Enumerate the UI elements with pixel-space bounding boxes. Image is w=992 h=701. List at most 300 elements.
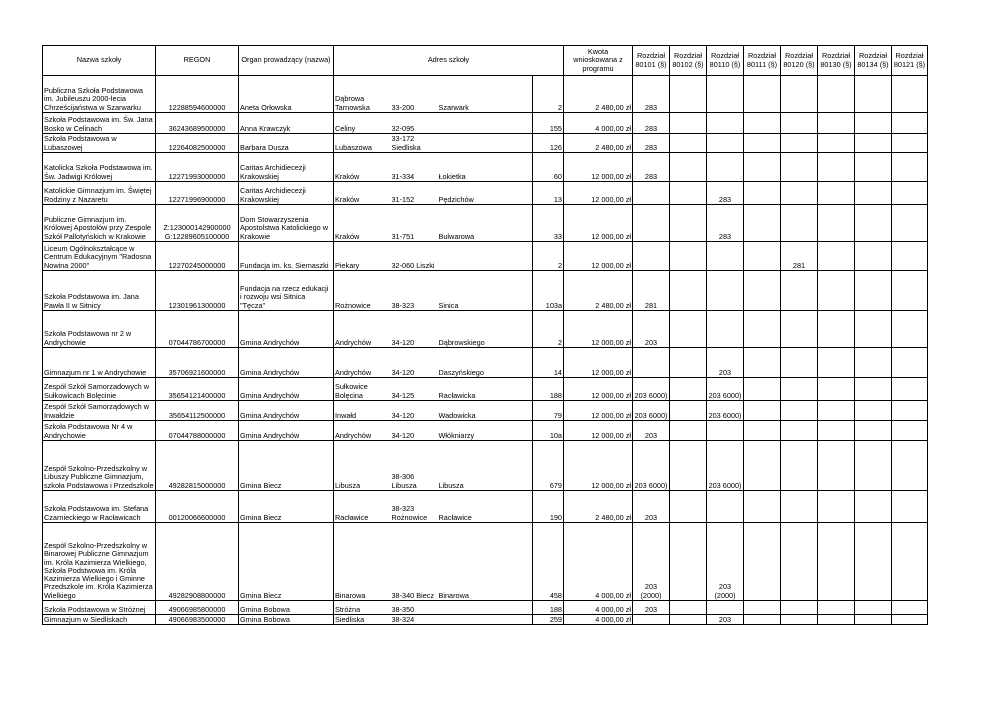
rozdzial-cell [855,242,892,271]
rozdzial-cell [781,421,818,441]
rozdzial-cell [892,311,928,348]
rozdzial-cell [707,242,744,271]
city-cell: Libusza [334,441,391,491]
rozdzial-cell [892,242,928,271]
rozdzial-cell [744,615,781,625]
rozdzial-cell [781,182,818,205]
rozdzial-cell [818,182,855,205]
rozdzial-cell [744,242,781,271]
city-cell: Sułkowice Bolęcina [334,378,391,401]
table-row [43,311,928,348]
header-organ: Organ prowadzący (nazwa) [239,46,334,76]
street-cell: Racławicka [438,378,533,401]
zip-cell: 34-120 [391,348,438,378]
rozdzial-cell [818,205,855,242]
house-number-cell: 2 [533,311,564,348]
street-cell: Łokietka [438,153,533,182]
rozdzial-cell [781,76,818,113]
zip-cell: 34-120 [391,311,438,348]
rozdzial-cell [744,113,781,134]
rozdzial-cell [855,601,892,615]
rozdzial-cell [818,134,855,153]
rozdzial-cell [855,615,892,625]
regon-cell: 12271993000000 [156,153,239,182]
rozdzial-cell [818,113,855,134]
rozdzial-cell: 203 [633,491,670,523]
rozdzial-cell [670,271,707,311]
rozdzial-cell: 283 [633,134,670,153]
rozdzial-cell [707,421,744,441]
rozdzial-cell [892,378,928,401]
house-number-cell: 188 [533,601,564,615]
kwota-cell: 12 000,00 zł [564,378,633,401]
rozdzial-cell [744,182,781,205]
house-number-cell: 2 [533,242,564,271]
rozdzial-cell [855,182,892,205]
zip-cell: 38-306 Libusza [391,441,438,491]
header-rozdzial-80102: Rozdział 80102 (§) [670,46,707,76]
rozdzial-cell [818,311,855,348]
house-number-cell: 2 [533,76,564,113]
rozdzial-cell [744,401,781,421]
rozdzial-cell [855,113,892,134]
kwota-cell: 2 480,00 zł [564,76,633,113]
zip-cell: 38-323 Rożnowice [391,491,438,523]
rozdzial-cell: 203 (2000) [633,523,670,601]
rozdzial-cell [892,348,928,378]
rozdzial-cell [892,441,928,491]
rozdzial-cell: 283 [707,205,744,242]
rozdzial-cell [855,205,892,242]
kwota-cell: 2 480,00 zł [564,491,633,523]
table-row [43,601,928,615]
table-row [43,401,928,421]
rozdzial-cell [781,134,818,153]
house-number-cell: 103a [533,271,564,311]
table-row [43,271,928,311]
rozdzial-cell [670,153,707,182]
rozdzial-cell [744,76,781,113]
organ-cell: Gmina Andrychów [239,378,334,401]
rozdzial-cell [818,491,855,523]
rozdzial-cell [892,134,928,153]
regon-cell: 35654112500000 [156,401,239,421]
school-name-cell: Katolicka Szkoła Podstawowa im. Św. Jadwigi Królowej [43,153,156,182]
zip-cell: 34-125 [391,378,438,401]
kwota-cell: 2 480,00 zł [564,271,633,311]
rozdzial-cell [744,491,781,523]
rozdzial-cell [670,113,707,134]
rozdzial-cell [818,348,855,378]
street-cell [438,242,533,271]
table-row [43,491,928,523]
city-cell: Stróżna [334,601,391,615]
rozdzial-cell [707,491,744,523]
schools-table [42,45,928,625]
organ-cell: Dom Stowarzyszenia Apostolstwa Katolickiego w Krakowie [239,205,334,242]
organ-cell: Gmina Biecz [239,491,334,523]
school-name-cell: Szkoła Podstawowa im. Św. Jana Bosko w Celinach [43,113,156,134]
regon-cell: 12301961300000 [156,271,239,311]
table-row [43,421,928,441]
rozdzial-cell [892,271,928,311]
rozdzial-cell [707,271,744,311]
city-cell: Binarowa [334,523,391,601]
zip-cell: 38-350 [391,601,438,615]
street-cell: Racławice [438,491,533,523]
regon-cell: 12288594600000 [156,76,239,113]
rozdzial-cell: 281 [781,242,818,271]
rozdzial-cell [707,76,744,113]
zip-cell: 32-060 Liszki [391,242,438,271]
rozdzial-cell [855,441,892,491]
header-rozdzial-80120: Rozdział 80120 (§) [781,46,818,76]
rozdzial-cell [670,615,707,625]
header-regon: REGON [156,46,239,76]
school-name-cell: Katolickie Gimnazjum im. Świętej Rodziny z Nazaretu [43,182,156,205]
house-number-cell: 14 [533,348,564,378]
header-kwota: Kwota wnioskowana z programu [564,46,633,76]
rozdzial-cell [855,421,892,441]
street-cell: Sinica [438,271,533,311]
rozdzial-cell: 203 6000) [707,378,744,401]
table-row [43,113,928,134]
regon-cell: Z:123000142900000 G:12289605100000 [156,205,239,242]
kwota-cell: 12 000,00 zł [564,242,633,271]
rozdzial-cell [818,76,855,113]
rozdzial-cell [670,76,707,113]
rozdzial-cell [670,523,707,601]
zip-cell: 33-172 Siedliska [391,134,438,153]
house-number-cell: 458 [533,523,564,601]
table-row [43,76,928,113]
organ-cell: Gmina Biecz [239,441,334,491]
school-name-cell: Publiczne Gimnazjum im. Królowej Apostołów przy Zespole Szkół Pallotyńskich w Krakowie [43,205,156,242]
street-cell: Wadowicka [438,401,533,421]
rozdzial-cell [892,76,928,113]
organ-cell: Aneta Orłowska [239,76,334,113]
rozdzial-cell [892,182,928,205]
table-row [43,378,928,401]
regon-cell: 35654121400000 [156,378,239,401]
rozdzial-cell [818,378,855,401]
rozdzial-cell [781,113,818,134]
rozdzial-cell [744,271,781,311]
rozdzial-cell [855,153,892,182]
table-row [43,153,928,182]
rozdzial-cell [670,182,707,205]
regon-cell: 12264082500000 [156,134,239,153]
street-cell: Daszyńskiego [438,348,533,378]
organ-cell: Caritas Archidiecezji Krakowskiej [239,153,334,182]
rozdzial-cell [633,615,670,625]
rozdzial-cell [633,205,670,242]
regon-cell: 07044786700000 [156,311,239,348]
kwota-cell: 2 480,00 zł [564,134,633,153]
rozdzial-cell [818,153,855,182]
rozdzial-cell [855,348,892,378]
street-cell [438,615,533,625]
rozdzial-cell [892,523,928,601]
house-number-cell: 190 [533,491,564,523]
city-cell: Inwałd [334,401,391,421]
rozdzial-cell [781,205,818,242]
school-name-cell: Szkoła Podstawowa w Stróżnej [43,601,156,615]
school-name-cell: Zespół Szkół Samorzadowych w Sułkowicach Bolęcinie [43,378,156,401]
regon-cell: 12271996900000 [156,182,239,205]
rozdzial-cell [818,441,855,491]
school-name-cell: Gimnazjum w Siedliskach [43,615,156,625]
regon-cell: 36243689500000 [156,113,239,134]
rozdzial-cell [855,523,892,601]
rozdzial-cell: 203 [633,601,670,615]
house-number-cell: 259 [533,615,564,625]
header-rozdzial-80130: Rozdział 80130 (§) [818,46,855,76]
kwota-cell: 12 000,00 zł [564,421,633,441]
rozdzial-cell: 283 [633,76,670,113]
zip-cell: 31-751 [391,205,438,242]
rozdzial-cell [892,601,928,615]
house-number-cell: 155 [533,113,564,134]
school-name-cell: Zespół Szkolno-Przedszkolny w Libuszy Publiczne Gimnazjum, szkoła Podstawowa i Przedszkole [43,441,156,491]
regon-cell: 07044788000000 [156,421,239,441]
table-row [43,182,928,205]
rozdzial-cell [707,601,744,615]
kwota-cell: 12 000,00 zł [564,153,633,182]
house-number-cell: 10a [533,421,564,441]
regon-cell: 49282815000000 [156,441,239,491]
zip-cell: 31-152 [391,182,438,205]
table-row [43,523,928,601]
header-name: Nazwa szkoły [43,46,156,76]
zip-cell: 38-323 [391,271,438,311]
city-cell: Kraków [334,153,391,182]
rozdzial-cell [781,348,818,378]
rozdzial-cell [707,134,744,153]
header-rozdzial-80111: Rozdział 80111 (§) [744,46,781,76]
rozdzial-cell [818,271,855,311]
rozdzial-cell [633,182,670,205]
rozdzial-cell [744,205,781,242]
zip-cell: 38-324 [391,615,438,625]
school-name-cell: Zespół Szkół Samorządowych w Inwałdzie [43,401,156,421]
rozdzial-cell: 203 6000) [633,401,670,421]
rozdzial-cell [781,401,818,421]
rozdzial-cell [855,401,892,421]
zip-cell: 33-200 [391,76,438,113]
header-rozdzial-80101: Rozdział 80101 (§) [633,46,670,76]
rozdzial-cell [744,153,781,182]
rozdzial-cell: 203 [633,311,670,348]
rozdzial-cell [670,401,707,421]
rozdzial-cell [855,76,892,113]
rozdzial-cell [744,348,781,378]
rozdzial-cell: 203 6000) [633,441,670,491]
city-cell: Andrychów [334,348,391,378]
rozdzial-cell [781,615,818,625]
rozdzial-cell: 203 6000) [707,441,744,491]
rozdzial-cell: 203 [633,421,670,441]
house-number-cell: 79 [533,401,564,421]
rozdzial-cell [670,205,707,242]
rozdzial-cell [707,153,744,182]
regon-cell: 49282908800000 [156,523,239,601]
rozdzial-cell [670,311,707,348]
school-name-cell: Szkoła Podstawowa nr 2 w Andrychowie [43,311,156,348]
rozdzial-cell [707,311,744,348]
header-address: Adres szkoły [334,46,564,76]
rozdzial-cell [670,421,707,441]
rozdzial-cell [818,242,855,271]
rozdzial-cell [818,421,855,441]
rozdzial-cell [818,401,855,421]
organ-cell: Caritas Archidiecezji Krakowskiej [239,182,334,205]
kwota-cell: 12 000,00 zł [564,348,633,378]
rozdzial-cell: 203 [707,615,744,625]
rozdzial-cell [781,311,818,348]
rozdzial-cell [855,134,892,153]
organ-cell: Fundacja im. ks. Siemaszki [239,242,334,271]
rozdzial-cell [633,348,670,378]
street-cell: Binarowa [438,523,533,601]
kwota-cell: 12 000,00 zł [564,182,633,205]
rozdzial-cell [744,441,781,491]
rozdzial-cell [892,113,928,134]
table-row [43,205,928,242]
house-number-cell: 60 [533,153,564,182]
rozdzial-cell [781,153,818,182]
rozdzial-cell [781,378,818,401]
rozdzial-cell [744,134,781,153]
street-cell [438,113,533,134]
school-name-cell: Szkoła Podstawowa Nr 4 w Andrychowie [43,421,156,441]
regon-cell: 49066985800000 [156,601,239,615]
rozdzial-cell [892,615,928,625]
table-row [43,348,928,378]
rozdzial-cell [670,242,707,271]
rozdzial-cell [744,523,781,601]
street-cell [438,601,533,615]
organ-cell: Gmina Andrychów [239,421,334,441]
rozdzial-cell: 283 [633,113,670,134]
rozdzial-cell [670,441,707,491]
rozdzial-cell [892,153,928,182]
rozdzial-cell [744,421,781,441]
kwota-cell: 4 000,00 zł [564,615,633,625]
school-name-cell: Publiczna Szkoła Podstawowa im. Jubileuszu 2000-lecia Chrześcijaństwa w Szarwarku [43,76,156,113]
kwota-cell: 12 000,00 zł [564,441,633,491]
rozdzial-cell: 283 [707,182,744,205]
table-row [43,441,928,491]
rozdzial-cell: 203 (2000) [707,523,744,601]
city-cell: Piekary [334,242,391,271]
kwota-cell: 4 000,00 zł [564,113,633,134]
city-cell: Kraków [334,205,391,242]
street-cell: Dąbrowskiego [438,311,533,348]
regon-cell: 35706921600000 [156,348,239,378]
rozdzial-cell [855,491,892,523]
rozdzial-cell [818,615,855,625]
organ-cell: Gmina Andrychów [239,348,334,378]
rozdzial-cell [855,271,892,311]
street-cell: Bulwarowa [438,205,533,242]
regon-cell: 12270245000000 [156,242,239,271]
rozdzial-cell [892,401,928,421]
city-cell: Siedliska [334,615,391,625]
city-cell: Celiny [334,113,391,134]
kwota-cell: 4 000,00 zł [564,523,633,601]
street-cell: Włókniarzy [438,421,533,441]
zip-cell: 34-120 [391,421,438,441]
organ-cell: Fundacja na rzecz edukacji i rozwoju wsi Sitnica "Tęcza" [239,271,334,311]
organ-cell: Gmina Biecz [239,523,334,601]
zip-cell: 34-120 [391,401,438,421]
street-cell [438,134,533,153]
zip-cell: 32-095 [391,113,438,134]
rozdzial-cell [670,378,707,401]
kwota-cell: 12 000,00 zł [564,311,633,348]
regon-cell: 49066983500000 [156,615,239,625]
school-name-cell: Gimnazjum nr 1 w Andrychowie [43,348,156,378]
kwota-cell: 4 000,00 zł [564,601,633,615]
school-name-cell: Liceum Ogólnokształcące w Centrum Edukacyjnym "Radosna Nowina 2000" [43,242,156,271]
rozdzial-cell [744,378,781,401]
header-rozdzial-80110: Rozdział 80110 (§) [707,46,744,76]
city-cell: Andrychów [334,311,391,348]
organ-cell: Gmina Bobowa [239,601,334,615]
rozdzial-cell [892,205,928,242]
rozdzial-cell [892,491,928,523]
kwota-cell: 12 000,00 zł [564,401,633,421]
table-row [43,134,928,153]
organ-cell: Gmina Andrychów [239,401,334,421]
rozdzial-cell: 203 6000) [633,378,670,401]
house-number-cell: 188 [533,378,564,401]
street-cell: Szarwark [438,76,533,113]
city-cell: Dąbrowa Tarnowska [334,76,391,113]
school-name-cell: Zespół Szkolno-Przedszkolny w Binarowej Publiczne Gimnazjum im. Króla Kazimierza Wielkiego, Szkoła Podstwowa im. Króla Kazimierza Wielkiego i Gminne Przedszkole im. Króla Kazimierza Wielkiego [43,523,156,601]
rozdzial-cell [781,441,818,491]
zip-cell: 38-340 Biecz [391,523,438,601]
organ-cell: Barbara Dusza [239,134,334,153]
rozdzial-cell [818,523,855,601]
regon-cell: 00120066600000 [156,491,239,523]
kwota-cell: 12 000,00 zł [564,205,633,242]
rozdzial-cell [781,491,818,523]
city-cell: Racławice [334,491,391,523]
rozdzial-cell: 283 [633,153,670,182]
header-rozdzial-80121: Rozdział 80121 (§) [892,46,928,76]
house-number-cell: 33 [533,205,564,242]
school-name-cell: Szkoła Podstawowa w Lubaszowej [43,134,156,153]
rozdzial-cell [781,601,818,615]
rozdzial-cell [670,134,707,153]
street-cell: Libusza [438,441,533,491]
house-number-cell: 679 [533,441,564,491]
house-number-cell: 13 [533,182,564,205]
city-cell: Rożnowice [334,271,391,311]
rozdzial-cell: 281 [633,271,670,311]
rozdzial-cell [818,601,855,615]
rozdzial-cell [744,601,781,615]
header-rozdzial-80134: Rozdział 80134 (§) [855,46,892,76]
city-cell: Andrychów [334,421,391,441]
organ-cell: Gmina Bobowa [239,615,334,625]
school-name-cell: Szkoła Podstawowa im. Stefana Czarnieckiego w Racławicach [43,491,156,523]
organ-cell: Gmina Andrychów [239,311,334,348]
rozdzial-cell [781,523,818,601]
rozdzial-cell [855,378,892,401]
